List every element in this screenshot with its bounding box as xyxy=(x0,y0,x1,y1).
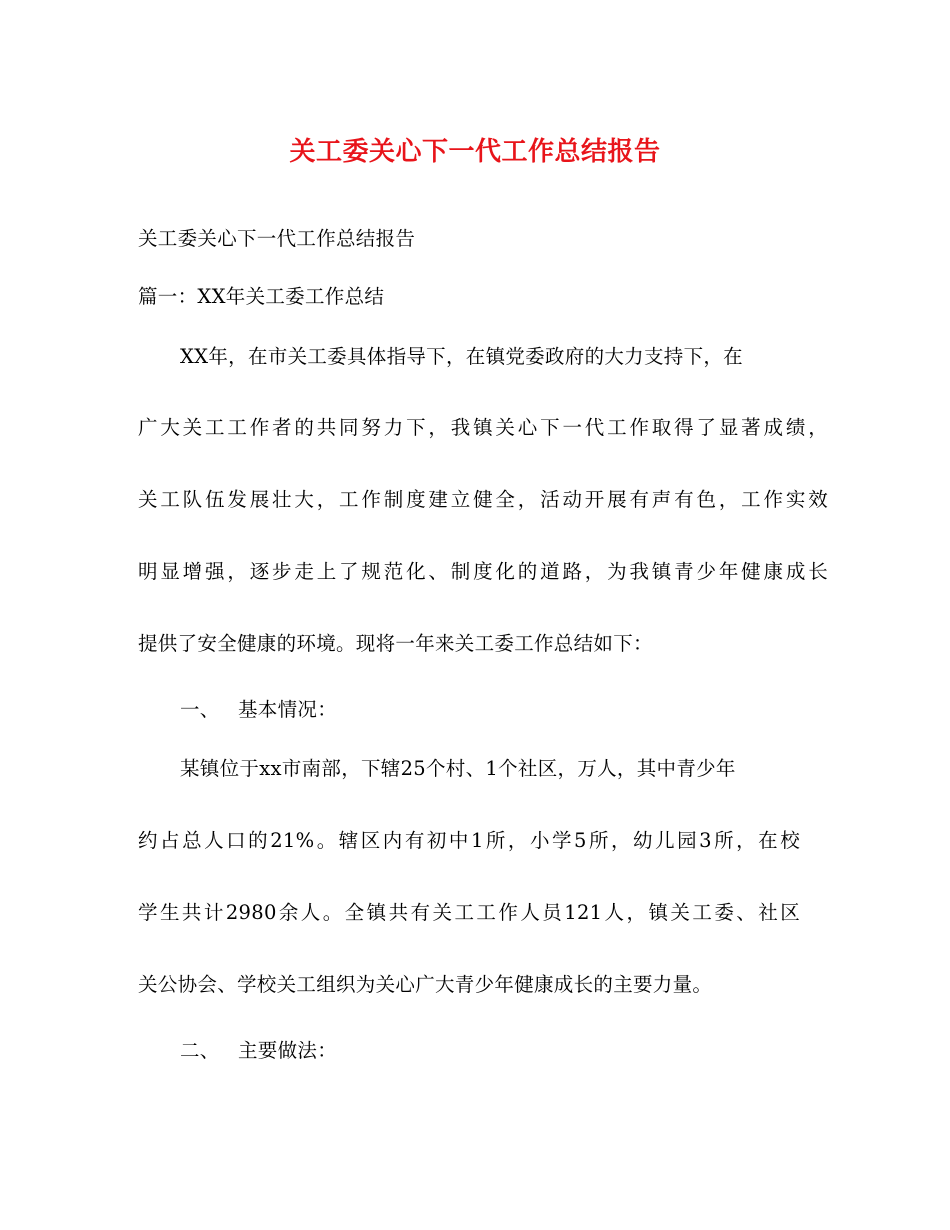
paragraph-line: 关工队伍发展壮大，工作制度建立健全，活动开展有声有色，工作实效 xyxy=(138,488,828,511)
paragraph-line: 学生共计2980余人。全镇共有关工工作人员121人，镇关工委、社区 xyxy=(138,901,800,924)
document-title: 关工委关心下一代工作总结报告 xyxy=(289,137,661,167)
section-title: 主要做法： xyxy=(238,1039,338,1062)
section-number: 一、 xyxy=(180,698,220,721)
section-title: 基本情况： xyxy=(238,698,338,721)
paragraph-line: 广大关工工作者的共同努力下，我镇关心下一代工作取得了显著成绩， xyxy=(138,416,828,439)
section-heading xyxy=(180,692,870,728)
paragraph-line: 约占总人口的21%。辖区内有初中1所，小学5所，幼儿园3所，在校 xyxy=(138,829,800,852)
chapter-heading: 篇一：XX年关工委工作总结 xyxy=(138,285,385,308)
paragraph-line: 提供了安全健康的环境。现将一年来关工委工作总结如下： xyxy=(138,632,653,655)
section-heading xyxy=(180,1033,870,1069)
section-number: 二、 xyxy=(180,1039,220,1062)
paragraph-line: 关公协会、学校关工组织为关心广大青少年健康成长的主要力量。 xyxy=(138,973,713,996)
paragraph-line: 某镇位于xx市南部，下辖25个村、1个社区，万人，其中青少年 xyxy=(180,757,736,780)
paragraph-line: 明显增强，逐步走上了规范化、制度化的道路，为我镇青少年健康成长 xyxy=(138,560,828,583)
paragraph-line: XX年，在市关工委具体指导下，在镇党委政府的大力支持下，在 xyxy=(180,345,743,368)
document-subtitle: 关工委关心下一代工作总结报告 xyxy=(138,227,416,250)
